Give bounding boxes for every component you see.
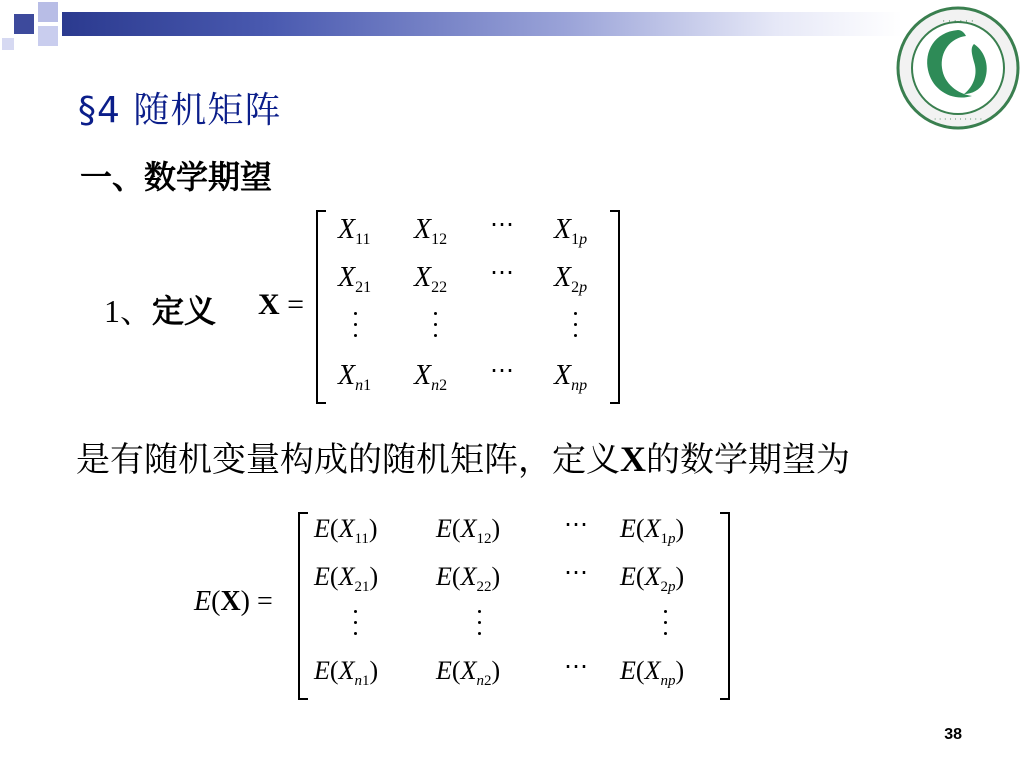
vertical-ellipsis [352, 312, 358, 342]
definition-sentence [76, 432, 850, 481]
sentence-before: 是有随机变量构成的随机矩阵，定义 [76, 440, 620, 480]
matrix-expectation [298, 512, 730, 700]
sentence-after: 的数学期望为 [646, 440, 850, 480]
section-heading: 一、数学期望 [80, 158, 273, 196]
horizontal-ellipsis: ⋯ [564, 512, 589, 538]
vertical-ellipsis [476, 610, 482, 640]
matrix-x-entry: $X_{n1}$ [338, 360, 372, 394]
right-bracket [720, 512, 730, 700]
matrix-x-entry: $X_{21}$ [338, 262, 372, 296]
matrix-x-entry: $X_{11}$ [338, 214, 371, 248]
university-logo-icon [894, 4, 1022, 132]
matrix-x-entry: $X_{np}$ [554, 360, 588, 394]
page-title [78, 82, 281, 133]
horizontal-ellipsis: ⋯ [490, 358, 515, 384]
svg-text:· · · · · · · · · ·: · · · · · · · · · · [933, 115, 983, 124]
definition-word: 定义 [152, 292, 217, 330]
matrix-expectation-entry: $E(X_{12})$ [436, 514, 501, 547]
matrix-x-lhs [258, 288, 304, 322]
matrix-x-entry: $X_{2p}$ [554, 262, 588, 296]
definition-label [104, 286, 216, 332]
title-section-symbol: §4 [78, 90, 121, 131]
matrix-expectation-entry: $E(X_{n2})$ [436, 656, 501, 689]
definition-number: 1、 [104, 293, 153, 329]
vertical-ellipsis [432, 312, 438, 342]
matrix-x-entry: $X_{12}$ [414, 214, 448, 248]
matrix-x-entry: $X_{22}$ [414, 262, 448, 296]
matrix-expectation-entry: $E(X_{22})$ [436, 562, 501, 595]
horizontal-ellipsis: ⋯ [490, 212, 515, 238]
vertical-ellipsis [572, 312, 578, 342]
matrix-x [316, 210, 620, 404]
vertical-ellipsis [352, 610, 358, 640]
horizontal-ellipsis: ⋯ [490, 260, 515, 286]
title-text: 随机矩阵 [133, 90, 282, 131]
page-number: 38 [944, 726, 962, 743]
expectation-func: E [194, 586, 212, 617]
svg-text:· · · · · ·: · · · · · · [942, 17, 974, 27]
expectation-lhs: E(X) = [194, 586, 273, 617]
equals-sign: = [287, 288, 305, 321]
matrix-expectation-entry: $E(X_{1p})$ [620, 514, 685, 547]
matrix-expectation-entry: $E(X_{n1})$ [314, 656, 379, 689]
horizontal-ellipsis: ⋯ [564, 654, 589, 680]
matrix-symbol: X [258, 288, 280, 321]
equals-sign-2: = [257, 586, 273, 617]
matrix-expectation-entry: $E(X_{11})$ [314, 514, 378, 547]
matrix-x-entry: $X_{1p}$ [554, 214, 588, 248]
sentence-symbol: X [620, 439, 646, 479]
header-bar [62, 12, 902, 36]
left-bracket [316, 210, 326, 404]
matrix-expectation-entry: $E(X_{21})$ [314, 562, 379, 595]
horizontal-ellipsis: ⋯ [564, 560, 589, 586]
left-bracket [298, 512, 308, 700]
matrix-expectation-entry: $E(X_{2p})$ [620, 562, 685, 595]
expectation-arg: X [220, 586, 241, 617]
right-bracket [610, 210, 620, 404]
matrix-x-entry: $X_{n2}$ [414, 360, 448, 394]
matrix-expectation-entry: $E(X_{np})$ [620, 656, 685, 689]
vertical-ellipsis [662, 610, 668, 640]
